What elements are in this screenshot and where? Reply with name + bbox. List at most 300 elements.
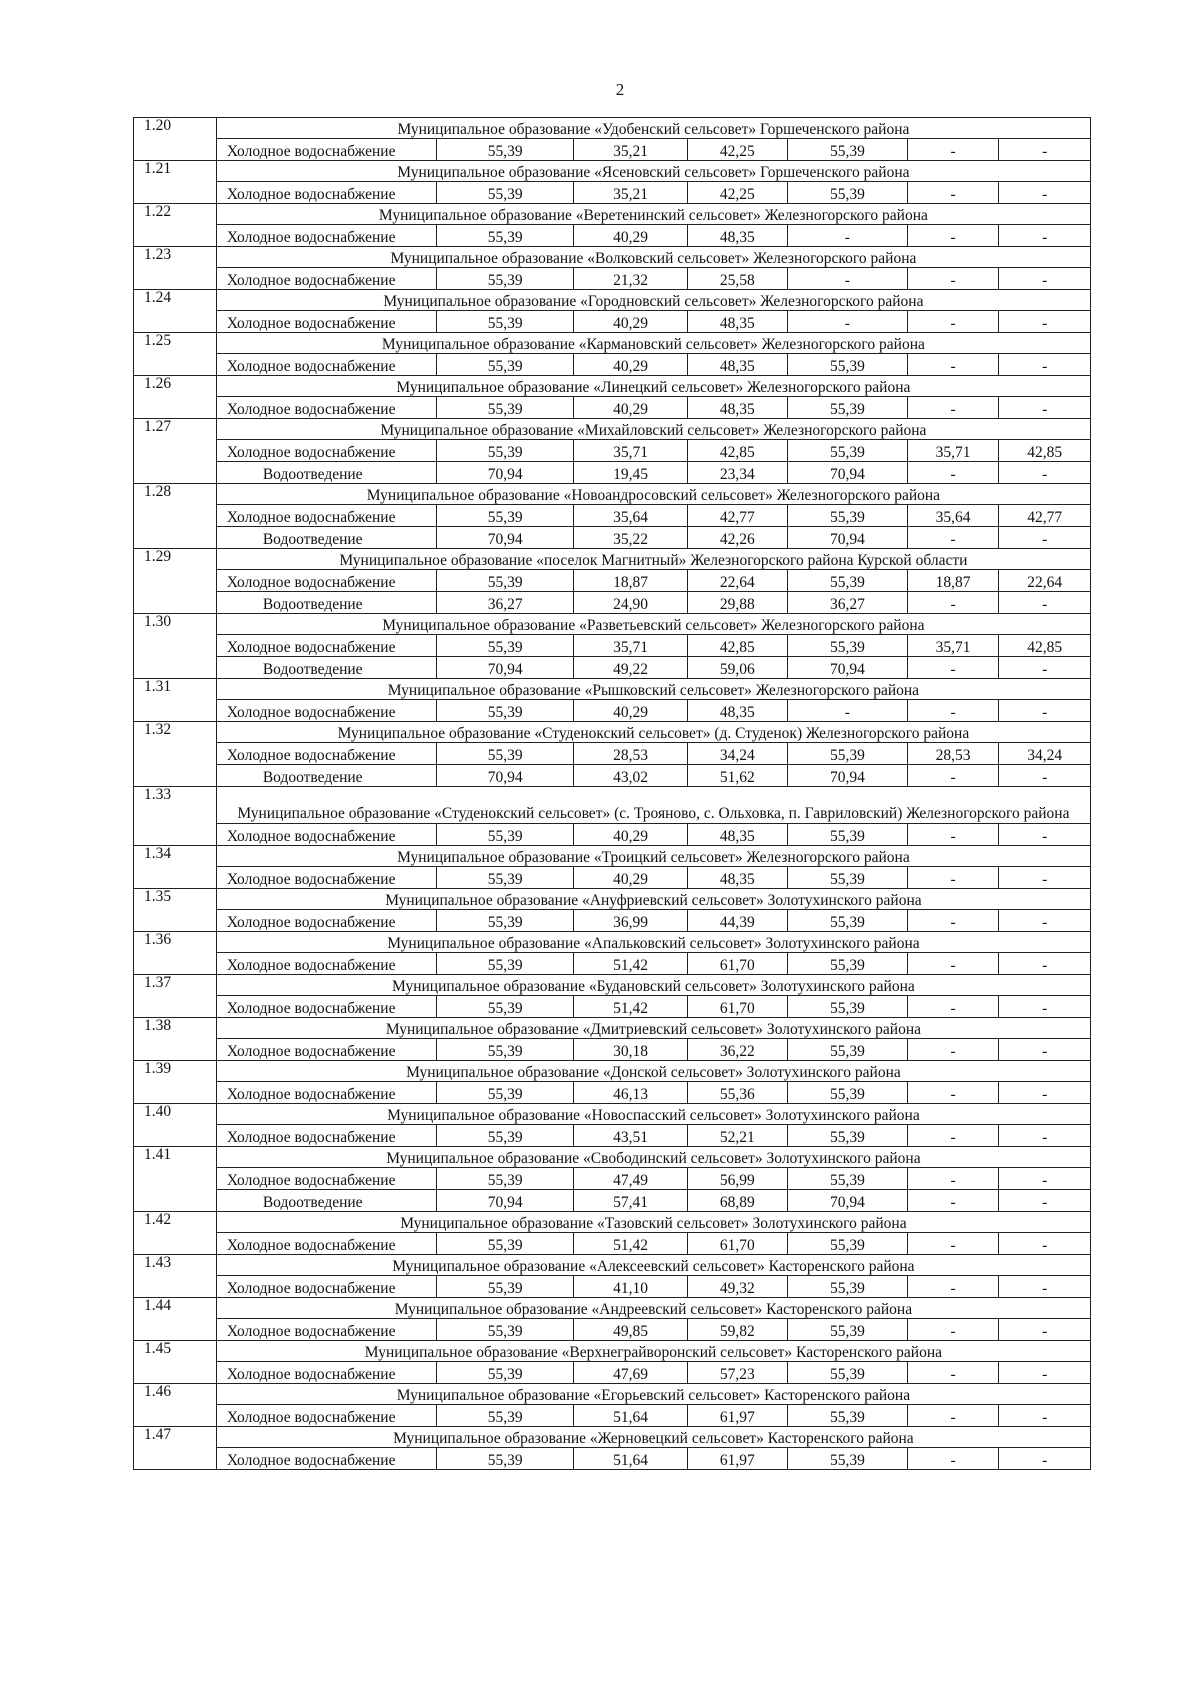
table-row bbox=[134, 765, 1091, 787]
section-number: 1.42 bbox=[134, 1212, 217, 1255]
section-number: 1.24 bbox=[134, 290, 217, 333]
service-name: Холодное водоснабжение bbox=[216, 1168, 436, 1190]
tariff-value: 51,64 bbox=[574, 1448, 687, 1470]
service-name: Холодное водоснабжение bbox=[216, 1405, 436, 1427]
tariff-value: 40,29 bbox=[574, 397, 687, 419]
table-row bbox=[134, 505, 1091, 527]
tariff-value: - bbox=[999, 1448, 1091, 1470]
municipality-title: Муниципальное образование «Новоспасский сельсовет» Золотухинского района bbox=[216, 1104, 1090, 1125]
tariff-value: 51,62 bbox=[687, 765, 787, 787]
tariff-value: 29,88 bbox=[687, 592, 787, 614]
tariff-value: 55,39 bbox=[787, 139, 907, 161]
tariff-value: - bbox=[907, 1039, 999, 1061]
tariff-value: - bbox=[999, 1190, 1091, 1212]
section-number: 1.32 bbox=[134, 722, 217, 787]
tariff-value: 55,39 bbox=[437, 867, 574, 889]
tariff-value: 55,39 bbox=[787, 505, 907, 527]
tariff-value: 55,39 bbox=[437, 1319, 574, 1341]
section-number: 1.47 bbox=[134, 1427, 217, 1470]
tariff-value: 55,39 bbox=[437, 225, 574, 247]
tariff-value: 59,82 bbox=[687, 1319, 787, 1341]
tariff-value: 19,45 bbox=[574, 462, 687, 484]
municipality-title: Муниципальное образование «Алексеевский сельсовет» Касторенского района bbox=[216, 1255, 1090, 1276]
tariff-value: 28,53 bbox=[574, 743, 687, 765]
table-row bbox=[134, 953, 1091, 975]
tariff-value: 18,87 bbox=[907, 570, 999, 592]
tariff-value: 55,39 bbox=[787, 1082, 907, 1104]
section-header-row bbox=[134, 333, 1091, 354]
tariff-value: 35,21 bbox=[574, 182, 687, 204]
page-number: 2 bbox=[615, 80, 625, 99]
tariff-value: 55,39 bbox=[437, 700, 574, 722]
tariff-value: 55,39 bbox=[787, 1039, 907, 1061]
tariff-value: - bbox=[999, 996, 1091, 1018]
tariff-value: - bbox=[907, 657, 999, 679]
service-name: Водоотведение bbox=[216, 527, 436, 549]
tariff-value: - bbox=[999, 311, 1091, 333]
tariff-value: 55,39 bbox=[787, 743, 907, 765]
tariff-value: 21,32 bbox=[574, 268, 687, 290]
section-number: 1.25 bbox=[134, 333, 217, 376]
table-row bbox=[134, 1276, 1091, 1298]
table-row bbox=[134, 1233, 1091, 1255]
section-header-row bbox=[134, 118, 1091, 139]
section-number: 1.22 bbox=[134, 204, 217, 247]
tariff-value: - bbox=[999, 1082, 1091, 1104]
tariff-value: 55,39 bbox=[787, 1233, 907, 1255]
tariff-value: 55,39 bbox=[787, 1448, 907, 1470]
tariff-value: - bbox=[907, 910, 999, 932]
tariff-value: 55,39 bbox=[437, 1039, 574, 1061]
tariff-value: 35,71 bbox=[574, 440, 687, 462]
municipality-title: Муниципальное образование «Апальковский сельсовет» Золотухинского района bbox=[216, 932, 1090, 953]
table-row bbox=[134, 1082, 1091, 1104]
section-number: 1.44 bbox=[134, 1298, 217, 1341]
section-header-row bbox=[134, 161, 1091, 182]
service-name: Холодное водоснабжение bbox=[216, 440, 436, 462]
tariff-value: 51,64 bbox=[574, 1405, 687, 1427]
municipality-title: Муниципальное образование «Андреевский сельсовет» Касторенского района bbox=[216, 1298, 1090, 1319]
service-name: Холодное водоснабжение bbox=[216, 700, 436, 722]
tariff-value: - bbox=[907, 139, 999, 161]
tariff-value: - bbox=[907, 354, 999, 376]
section-number: 1.35 bbox=[134, 889, 217, 932]
table-row bbox=[134, 635, 1091, 657]
tariff-value: - bbox=[999, 1039, 1091, 1061]
section-number: 1.31 bbox=[134, 679, 217, 722]
section-number: 1.38 bbox=[134, 1018, 217, 1061]
tariff-value: 43,51 bbox=[574, 1125, 687, 1147]
tariff-value: 34,24 bbox=[999, 743, 1091, 765]
tariff-value: - bbox=[907, 1233, 999, 1255]
tariff-value: - bbox=[999, 657, 1091, 679]
municipality-title: Муниципальное образование «Линецкий сельсовет» Железногорского района bbox=[216, 376, 1090, 397]
tariff-value: 55,39 bbox=[437, 996, 574, 1018]
section-header-row bbox=[134, 1427, 1091, 1448]
service-name: Холодное водоснабжение bbox=[216, 1039, 436, 1061]
municipality-title: Муниципальное образование «Кармановский сельсовет» Железногорского района bbox=[216, 333, 1090, 354]
tariff-value: 55,39 bbox=[437, 397, 574, 419]
tariff-value: 40,29 bbox=[574, 700, 687, 722]
tariff-value: 51,42 bbox=[574, 996, 687, 1018]
service-name: Холодное водоснабжение bbox=[216, 268, 436, 290]
tariff-value: - bbox=[787, 311, 907, 333]
tariff-value: - bbox=[907, 1276, 999, 1298]
tariff-value: - bbox=[907, 397, 999, 419]
tariff-value: - bbox=[999, 354, 1091, 376]
tariff-value: 57,23 bbox=[687, 1362, 787, 1384]
table-row bbox=[134, 1362, 1091, 1384]
section-number: 1.45 bbox=[134, 1341, 217, 1384]
tariff-value: - bbox=[999, 397, 1091, 419]
tariff-value: 55,39 bbox=[437, 139, 574, 161]
tariff-value: 55,39 bbox=[787, 1168, 907, 1190]
service-name: Холодное водоснабжение bbox=[216, 311, 436, 333]
tariff-value: - bbox=[907, 1125, 999, 1147]
tariff-value: 55,39 bbox=[787, 910, 907, 932]
section-header-row bbox=[134, 1384, 1091, 1405]
service-name: Водоотведение bbox=[216, 765, 436, 787]
section-number: 1.36 bbox=[134, 932, 217, 975]
tariff-value: 55,39 bbox=[787, 635, 907, 657]
tariff-value: - bbox=[999, 953, 1091, 975]
section-header-row bbox=[134, 1255, 1091, 1276]
tariff-value: 49,32 bbox=[687, 1276, 787, 1298]
tariff-value: - bbox=[999, 1319, 1091, 1341]
tariff-value: 48,35 bbox=[687, 311, 787, 333]
tariff-value: 55,39 bbox=[437, 953, 574, 975]
table-row bbox=[134, 1039, 1091, 1061]
tariff-value: - bbox=[907, 824, 999, 846]
section-number: 1.20 bbox=[134, 118, 217, 161]
municipality-title: Муниципальное образование «поселок Магнитный» Железногорского района Курской области bbox=[216, 549, 1090, 570]
tariff-value: 42,85 bbox=[999, 440, 1091, 462]
section-header-row bbox=[134, 614, 1091, 635]
tariff-value: 35,21 bbox=[574, 139, 687, 161]
tariff-value: 59,06 bbox=[687, 657, 787, 679]
tariff-value: - bbox=[907, 311, 999, 333]
section-header-row bbox=[134, 975, 1091, 996]
service-name: Холодное водоснабжение bbox=[216, 570, 436, 592]
tariff-value: - bbox=[999, 1125, 1091, 1147]
municipality-title: Муниципальное образование «Студенокский сельсовет» (с. Трояново, с. Ольховка, п. Гавриловский) Железногорского района bbox=[216, 787, 1090, 824]
tariff-value: 55,39 bbox=[437, 743, 574, 765]
tariff-value: - bbox=[907, 462, 999, 484]
municipality-title: Муниципальное образование «Свободинский сельсовет» Золотухинского района bbox=[216, 1147, 1090, 1168]
section-header-row bbox=[134, 1061, 1091, 1082]
tariff-value: - bbox=[999, 462, 1091, 484]
table-row bbox=[134, 268, 1091, 290]
tariff-value: 55,39 bbox=[787, 996, 907, 1018]
tariff-value: 70,94 bbox=[437, 462, 574, 484]
tariff-value: 55,39 bbox=[437, 1168, 574, 1190]
tariff-value: 36,22 bbox=[687, 1039, 787, 1061]
tariff-value: - bbox=[787, 268, 907, 290]
tariff-value: 55,36 bbox=[687, 1082, 787, 1104]
table-row bbox=[134, 996, 1091, 1018]
tariff-value: 55,39 bbox=[437, 354, 574, 376]
tariff-value: 55,39 bbox=[787, 570, 907, 592]
section-header-row bbox=[134, 889, 1091, 910]
table-row bbox=[134, 462, 1091, 484]
service-name: Водоотведение bbox=[216, 592, 436, 614]
service-name: Холодное водоснабжение bbox=[216, 996, 436, 1018]
tariff-value: 42,77 bbox=[687, 505, 787, 527]
municipality-title: Муниципальное образование «Веретенинский сельсовет» Железногорского района bbox=[216, 204, 1090, 225]
tariff-value: - bbox=[999, 182, 1091, 204]
tariff-value: 42,85 bbox=[687, 440, 787, 462]
section-header-row bbox=[134, 1341, 1091, 1362]
tariff-value: - bbox=[999, 765, 1091, 787]
tariff-value: - bbox=[999, 867, 1091, 889]
tariff-value: 48,35 bbox=[687, 354, 787, 376]
tariff-value: 40,29 bbox=[574, 867, 687, 889]
municipality-title: Муниципальное образование «Городновский сельсовет» Железногорского района bbox=[216, 290, 1090, 311]
tariff-value: 42,25 bbox=[687, 139, 787, 161]
section-number: 1.23 bbox=[134, 247, 217, 290]
tariff-value: 55,39 bbox=[437, 505, 574, 527]
tariff-value: - bbox=[999, 592, 1091, 614]
tariff-value: 55,39 bbox=[787, 953, 907, 975]
tariff-value: 55,39 bbox=[437, 268, 574, 290]
tariff-value: 70,94 bbox=[437, 765, 574, 787]
tariff-value: 35,64 bbox=[574, 505, 687, 527]
table-row bbox=[134, 440, 1091, 462]
table-row bbox=[134, 1448, 1091, 1470]
service-name: Холодное водоснабжение bbox=[216, 824, 436, 846]
tariff-value: 61,70 bbox=[687, 1233, 787, 1255]
tariff-value: 35,71 bbox=[907, 635, 999, 657]
section-header-row bbox=[134, 376, 1091, 397]
service-name: Холодное водоснабжение bbox=[216, 1276, 436, 1298]
service-name: Холодное водоснабжение bbox=[216, 354, 436, 376]
service-name: Холодное водоснабжение bbox=[216, 505, 436, 527]
tariff-value: 36,27 bbox=[437, 592, 574, 614]
tariff-value: 41,10 bbox=[574, 1276, 687, 1298]
section-number: 1.43 bbox=[134, 1255, 217, 1298]
service-name: Холодное водоснабжение bbox=[216, 1125, 436, 1147]
service-name: Холодное водоснабжение bbox=[216, 910, 436, 932]
service-name: Холодное водоснабжение bbox=[216, 1448, 436, 1470]
tariff-value: 55,39 bbox=[437, 824, 574, 846]
section-number: 1.40 bbox=[134, 1104, 217, 1147]
table-row bbox=[134, 225, 1091, 247]
service-name: Водоотведение bbox=[216, 462, 436, 484]
tariff-value: - bbox=[907, 225, 999, 247]
tariff-value: - bbox=[999, 139, 1091, 161]
table-row bbox=[134, 1319, 1091, 1341]
tariff-value: 55,39 bbox=[437, 182, 574, 204]
tariff-value: 48,35 bbox=[687, 824, 787, 846]
tariff-value: - bbox=[907, 182, 999, 204]
tariff-table bbox=[133, 117, 1091, 1470]
tariff-value: - bbox=[907, 953, 999, 975]
municipality-title: Муниципальное образование «Новоандросовский сельсовет» Железногорского района bbox=[216, 484, 1090, 505]
service-name: Холодное водоснабжение bbox=[216, 743, 436, 765]
section-header-row bbox=[134, 549, 1091, 570]
service-name: Водоотведение bbox=[216, 1190, 436, 1212]
tariff-table-body bbox=[134, 118, 1091, 1470]
table-row bbox=[134, 354, 1091, 376]
tariff-value: 55,39 bbox=[787, 867, 907, 889]
tariff-value: 46,13 bbox=[574, 1082, 687, 1104]
tariff-value: 70,94 bbox=[787, 1190, 907, 1212]
municipality-title: Муниципальное образование «Разветьевский сельсовет» Железногорского района bbox=[216, 614, 1090, 635]
section-header-row bbox=[134, 1298, 1091, 1319]
service-name: Холодное водоснабжение bbox=[216, 1233, 436, 1255]
section-number: 1.29 bbox=[134, 549, 217, 614]
tariff-value: 28,53 bbox=[907, 743, 999, 765]
tariff-value: - bbox=[907, 268, 999, 290]
table-row bbox=[134, 1125, 1091, 1147]
municipality-title: Муниципальное образование «Дмитриевский сельсовет» Золотухинского района bbox=[216, 1018, 1090, 1039]
tariff-value: 55,39 bbox=[787, 397, 907, 419]
tariff-value: 70,94 bbox=[437, 657, 574, 679]
tariff-value: 70,94 bbox=[437, 527, 574, 549]
tariff-value: 55,39 bbox=[787, 1319, 907, 1341]
tariff-value: - bbox=[907, 765, 999, 787]
section-number: 1.21 bbox=[134, 161, 217, 204]
section-number: 1.28 bbox=[134, 484, 217, 549]
tariff-value: 36,27 bbox=[787, 592, 907, 614]
tariff-value: 61,97 bbox=[687, 1405, 787, 1427]
tariff-value: - bbox=[999, 1233, 1091, 1255]
tariff-value: 49,22 bbox=[574, 657, 687, 679]
table-row bbox=[134, 527, 1091, 549]
tariff-value: 42,77 bbox=[999, 505, 1091, 527]
municipality-title: Муниципальное образование «Жерновецкий сельсовет» Касторенского района bbox=[216, 1427, 1090, 1448]
municipality-title: Муниципальное образование «Егорьевский сельсовет» Касторенского района bbox=[216, 1384, 1090, 1405]
section-header-row bbox=[134, 484, 1091, 505]
tariff-value: 47,69 bbox=[574, 1362, 687, 1384]
tariff-value: 55,39 bbox=[787, 1125, 907, 1147]
tariff-value: 55,39 bbox=[787, 1276, 907, 1298]
section-number: 1.30 bbox=[134, 614, 217, 679]
service-name: Холодное водоснабжение bbox=[216, 1082, 436, 1104]
tariff-value: 40,29 bbox=[574, 824, 687, 846]
tariff-value: 55,39 bbox=[437, 311, 574, 333]
tariff-value: 55,39 bbox=[437, 570, 574, 592]
tariff-value: 40,29 bbox=[574, 354, 687, 376]
section-number: 1.34 bbox=[134, 846, 217, 889]
tariff-value: 55,39 bbox=[437, 1362, 574, 1384]
table-row bbox=[134, 824, 1091, 846]
tariff-value: 55,39 bbox=[437, 1276, 574, 1298]
tariff-value: - bbox=[907, 700, 999, 722]
tariff-value: 22,64 bbox=[999, 570, 1091, 592]
tariff-value: 48,35 bbox=[687, 700, 787, 722]
tariff-value: - bbox=[907, 867, 999, 889]
tariff-value: 48,35 bbox=[687, 397, 787, 419]
tariff-value: 35,64 bbox=[907, 505, 999, 527]
service-name: Холодное водоснабжение bbox=[216, 635, 436, 657]
table-row bbox=[134, 397, 1091, 419]
tariff-value: 48,35 bbox=[687, 225, 787, 247]
tariff-value: - bbox=[787, 225, 907, 247]
tariff-value: 34,24 bbox=[687, 743, 787, 765]
tariff-value: 55,39 bbox=[787, 440, 907, 462]
tariff-value: - bbox=[907, 1319, 999, 1341]
municipality-title: Муниципальное образование «Будановский сельсовет» Золотухинского района bbox=[216, 975, 1090, 996]
tariff-value: - bbox=[907, 592, 999, 614]
tariff-value: 55,39 bbox=[787, 824, 907, 846]
tariff-value: 55,39 bbox=[437, 1082, 574, 1104]
tariff-value: - bbox=[907, 1190, 999, 1212]
section-header-row bbox=[134, 290, 1091, 311]
tariff-value: 47,49 bbox=[574, 1168, 687, 1190]
table-row bbox=[134, 867, 1091, 889]
tariff-value: 61,70 bbox=[687, 996, 787, 1018]
tariff-value: 30,18 bbox=[574, 1039, 687, 1061]
tariff-value: - bbox=[999, 225, 1091, 247]
tariff-value: 55,39 bbox=[437, 1448, 574, 1470]
tariff-value: 70,94 bbox=[787, 527, 907, 549]
section-header-row bbox=[134, 1104, 1091, 1125]
tariff-value: 61,97 bbox=[687, 1448, 787, 1470]
section-number: 1.26 bbox=[134, 376, 217, 419]
tariff-value: 55,39 bbox=[437, 635, 574, 657]
tariff-value: 25,58 bbox=[687, 268, 787, 290]
service-name: Холодное водоснабжение bbox=[216, 1362, 436, 1384]
service-name: Водоотведение bbox=[216, 657, 436, 679]
tariff-value: - bbox=[907, 996, 999, 1018]
section-header-row bbox=[134, 787, 1091, 824]
municipality-title: Муниципальное образование «Троицкий сельсовет» Железногорского района bbox=[216, 846, 1090, 867]
tariff-value: 55,39 bbox=[787, 182, 907, 204]
tariff-value: 56,99 bbox=[687, 1168, 787, 1190]
tariff-value: - bbox=[907, 1168, 999, 1190]
section-number: 1.37 bbox=[134, 975, 217, 1018]
tariff-value: 23,34 bbox=[687, 462, 787, 484]
section-header-row bbox=[134, 846, 1091, 867]
table-row bbox=[134, 592, 1091, 614]
tariff-value: 70,94 bbox=[437, 1190, 574, 1212]
tariff-value: 55,39 bbox=[437, 1233, 574, 1255]
tariff-value: 18,87 bbox=[574, 570, 687, 592]
municipality-title: Муниципальное образование «Михайловский сельсовет» Железногорского района bbox=[216, 419, 1090, 440]
section-header-row bbox=[134, 1018, 1091, 1039]
tariff-value: - bbox=[999, 1362, 1091, 1384]
tariff-value: - bbox=[907, 1405, 999, 1427]
tariff-value: 55,39 bbox=[437, 910, 574, 932]
tariff-value: - bbox=[999, 1168, 1091, 1190]
section-header-row bbox=[134, 1147, 1091, 1168]
municipality-title: Муниципальное образование «Тазовский сельсовет» Золотухинского района bbox=[216, 1212, 1090, 1233]
tariff-value: 40,29 bbox=[574, 311, 687, 333]
tariff-value: 70,94 bbox=[787, 765, 907, 787]
service-name: Холодное водоснабжение bbox=[216, 182, 436, 204]
tariff-value: 42,85 bbox=[999, 635, 1091, 657]
service-name: Холодное водоснабжение bbox=[216, 867, 436, 889]
municipality-title: Муниципальное образование «Студенокский сельсовет» (д. Студенок) Железногорского района bbox=[216, 722, 1090, 743]
section-header-row bbox=[134, 419, 1091, 440]
tariff-value: 70,94 bbox=[787, 462, 907, 484]
tariff-value: - bbox=[999, 910, 1091, 932]
tariff-value: 22,64 bbox=[687, 570, 787, 592]
tariff-value: 44,39 bbox=[687, 910, 787, 932]
tariff-value: 55,39 bbox=[787, 1362, 907, 1384]
section-number: 1.33 bbox=[134, 787, 217, 846]
municipality-title: Муниципальное образование «Ануфриевский сельсовет» Золотухинского района bbox=[216, 889, 1090, 910]
tariff-value: 57,41 bbox=[574, 1190, 687, 1212]
tariff-value: - bbox=[907, 527, 999, 549]
table-row bbox=[134, 700, 1091, 722]
tariff-value: 48,35 bbox=[687, 867, 787, 889]
tariff-value: 55,39 bbox=[437, 440, 574, 462]
tariff-value: 68,89 bbox=[687, 1190, 787, 1212]
municipality-title: Муниципальное образование «Волковский сельсовет» Железногорского района bbox=[216, 247, 1090, 268]
tariff-value: - bbox=[999, 1405, 1091, 1427]
